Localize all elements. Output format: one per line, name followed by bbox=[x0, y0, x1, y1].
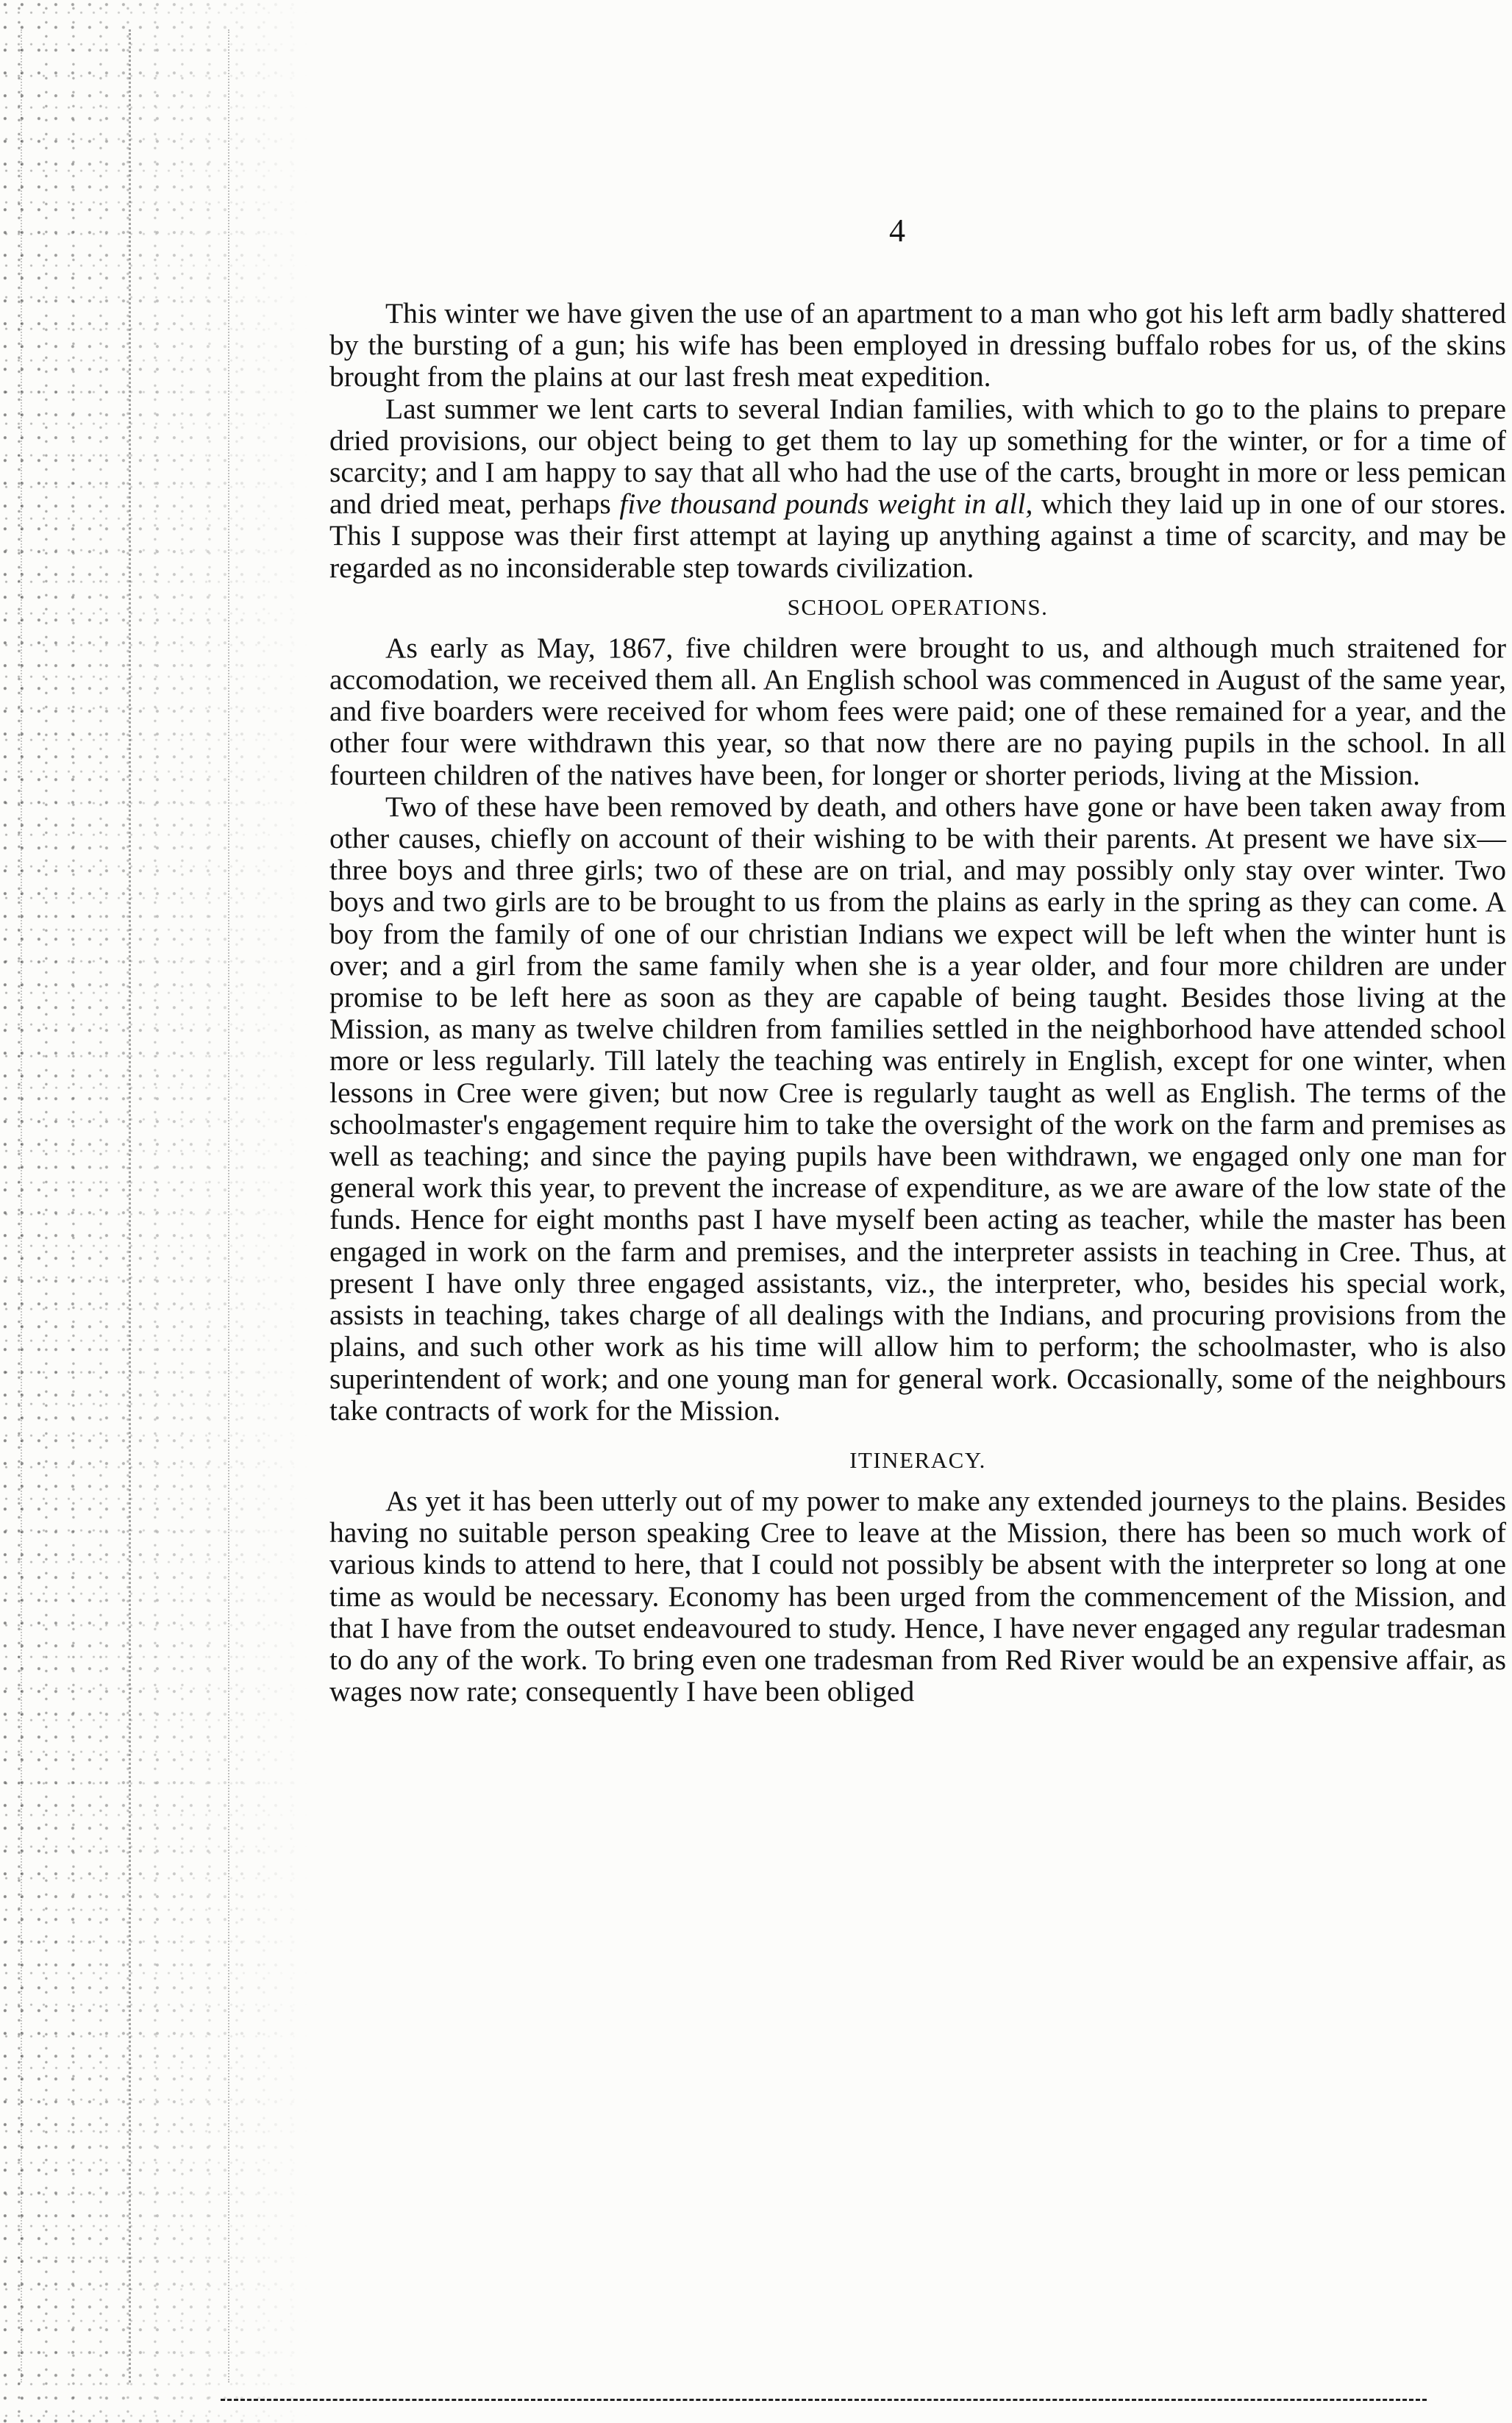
binding-edge-line bbox=[21, 29, 24, 2383]
paragraph-school-beginnings: As early as May, 1867, five children were brought to us, and although much straitened for accomodation, we received them all. An English school was commenced in August of the same year, and five boarders were received for whom fees were paid; one of these remained for a year, and the other four were withdrawn this year, so that now there are no paying pupils in the school. In all fourteen children of the natives have been, for longer or shorter periods, living at the Mission. bbox=[329, 631, 1506, 791]
emphasis-text: five thousand pounds weight in all, bbox=[619, 488, 1033, 521]
binding-edge-line bbox=[228, 29, 231, 2383]
paragraph-itineracy: As yet it has been utterly out of my power to make any extended journeys to the plains. Besides having no suitable person speaking Cree to leave at the Mission, there has been so much work of various kinds to attend to here, that I could not possibly be absent with the interpreter so long at one time as would be necessary. Economy has been urged from the commencement of the Mission, and that I have from the outset endeavoured to study. Hence, I have never engaged any regular tradesman to do any of the work. To bring even one tradesman from Red River would be an expensive affair, as wages now rate; consequently I have been obliged bbox=[329, 1484, 1506, 1708]
section-heading-itineracy: ITINERACY. bbox=[849, 1446, 986, 1473]
binding-edge-line bbox=[129, 29, 132, 2383]
paragraph-patient-apartment: This winter we have given the use of an apartment to a man who got his left arm badly shattered by the bursting of a gun; his wife has been employed in dressing buffalo robes for us, of the skins brought from the plains at our last fresh meat expedition. bbox=[329, 297, 1506, 393]
paragraph-text: Last summer we lent carts to several Indian families, with which to go to the plains to prepare dried provisions, our object being to get them to lay up something for the winter, or for a time of scarcity; and I am happy to say that all who had the use of the carts, brought in more or less pemican and dried meat, perhaps bbox=[329, 392, 1506, 521]
paragraph-dried-provisions bbox=[329, 393, 1506, 584]
paragraph-school-pupils: Two of these have been removed by death, and others have gone or have been taken away from other causes, chiefly on account of their wishing to be with their parents. At present we have six—three boys and three girls; two of these are on trial, and may possibly only stay over winter. Two boys and two girls are to be brought to us from the plains as early in the spring as they can come. A boy from the family of one of our christian Indians we expect will be left when the winter hunt is over; and a girl from the same family when she is a year older, and four more children are under promise to be left here as soon as they are capable of being taught. Besides those living at the Mission, as many as twelve children from families settled in the neighborhood have attended school more or less regularly. Till lately the teaching was entirely in English, except for one winter, when lessons in Cree were given; but now Cree is regularly taught as well as English. The terms of the schoolmaster's engagement require him to take the oversight of the work on the farm and premises as well as teaching; and since the paying pupils have been withdrawn, we engaged only one man for general work this year, to prevent the increase of expenditure, as we are aware of the low state of the funds. Hence for eight months past I have myself been acting as teacher, while the master has been engaged in work on the farm and premises, and the interpreter assists in teaching in Cree. Thus, at present I have only three engaged assistants, viz., the interpreter, who, besides his special work, assists in teaching, takes charge of all dealings with the Indians, and procuring provisions from the plains, and such other work as his time will allow him to perform; the schoolmaster, who is also superintendent of work; and one young man for general work. Occasionally, some of the neighbours take contracts of work for the Mission. bbox=[329, 790, 1506, 1427]
footer-rule bbox=[221, 2399, 1427, 2401]
section-heading-school-operations: SCHOOL OPERATIONS. bbox=[787, 593, 1049, 620]
binding-edge-speckle bbox=[0, 0, 309, 2423]
text-column bbox=[329, 298, 1506, 1707]
page-number: 4 bbox=[889, 213, 905, 249]
paragraph-text: which they laid up in one of our stores. This I suppose was their first attempt at laying up anything against a time of scarcity, and may be regarded as no inconsiderable step towards civilization. bbox=[329, 488, 1506, 584]
